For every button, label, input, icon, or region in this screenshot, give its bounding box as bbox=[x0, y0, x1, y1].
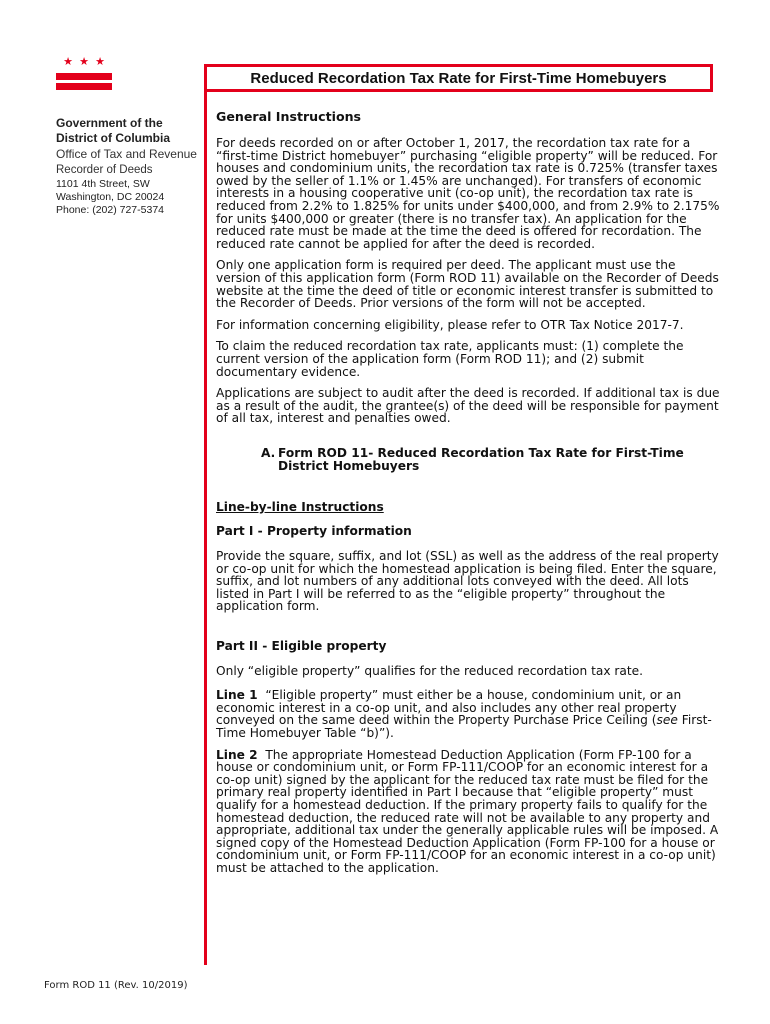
line-2-text: The appropriate Homestead Deduction Application (Form FP-100 for a house or condominium unit, or Form FP-111/COOP for an economic interest for a co-op unit) signed by the applicant for the reduced tax rate must be filed for the primary real property identified in Part I because that “eligible property” must qualify for a homestead deduction. If the primary property fails to qualify for the homestead deduction, the reduced rate will not be available to any property and appropriate, additional tax under the generally applicable rules will be imposed. A signed copy of the Homestead Deduction Application (Form FP-100 for a house or condominium unit, or Form FP-111/COOP for an economic interest in a co-op unit) must be attached to the application. bbox=[216, 747, 719, 875]
city-address: Washington, DC 20024 bbox=[56, 191, 165, 203]
recorder-name: Recorder of Deeds bbox=[56, 164, 153, 176]
part-1-text: Provide the square, suffix, and lot (SSL) as well as the address of the real property or co-op unit for which the homestead application is being filed. Enter the square, suffix, and lot numbers of any additional lots conveyed with the deed. All lots listed in Part I will be referred to as the “eligible property” throughout the application form. bbox=[216, 549, 719, 614]
form-footer: Form ROD 11 (Rev. 10/2019) bbox=[44, 980, 188, 991]
page-title: Reduced Recordation Tax Rate for First-Time Homebuyers bbox=[204, 64, 713, 92]
section-a-title: Form ROD 11- Reduced Recordation Tax Rate for First-Time District Homebuyers bbox=[278, 445, 684, 473]
paragraph-one-application: Only one application form is required per deed. The applicant must use the version of this application form (Form ROD 11) available on the Recorder of Deeds website at the time the deed of title or economic interest transfer is submitted to the Recorder of Deeds. Prior versions of the form will not be accepted. bbox=[216, 258, 719, 311]
gov-line-1: Government of the bbox=[56, 116, 163, 130]
line-1-instruction bbox=[216, 689, 722, 739]
line-1-text-b: First-Time Homebuyer Table “b)”). bbox=[216, 713, 712, 740]
line-1-see: see bbox=[656, 713, 678, 728]
office-name: Office of Tax and Revenue bbox=[56, 147, 197, 161]
paragraph-eligibility: For information concerning eligibility, please refer to OTR Tax Notice 2017-7. bbox=[216, 317, 684, 332]
paragraph-rates: For deeds recorded on or after October 1, 2017, the recordation tax rate for a “first-time District homebuyer” purchasing “eligible property” will be reduced. For houses and condominium units, the recordation tax rate is 0.725% (transfer taxes owed by the seller of 1.1% or 1.45% are unchanged). For transfers of economic interests in a housing cooperative unit (co-op unit), the recordation tax rate is reduced from 2.2% to 1.825% for units under $400,000, and from 2.9% to 2.175% for units $400,000 or greater (there is no transfer tax). An application for the reduced rate must be made at the time the deed is offered for recordation. The reduced rate cannot be applied for after the deed is recorded. bbox=[216, 136, 720, 251]
street-address: 1101 4th Street, SW bbox=[56, 178, 150, 190]
instructions-body bbox=[216, 110, 722, 884]
section-a-letter: A. bbox=[261, 445, 276, 460]
gov-line-2: District of Columbia bbox=[56, 131, 171, 145]
flag-bar-top bbox=[56, 73, 112, 80]
line-2-instruction bbox=[216, 749, 722, 875]
red-divider-line bbox=[204, 92, 207, 965]
line-1-text-a: “Eligible property” must either be a house, condominium unit, or an economic interest in a co-op unit, and also includes any other real property conveyed on the same deed within the Property Purchase Price Ceiling ( bbox=[216, 688, 682, 728]
line-by-line-heading: Line-by-line Instructions bbox=[216, 499, 384, 514]
line-2-label: Line 2 bbox=[216, 747, 258, 762]
part-2-intro: Only “eligible property” qualifies for the reduced recordation tax rate. bbox=[216, 663, 644, 678]
agency-sidebar bbox=[56, 116, 204, 217]
section-a-heading bbox=[261, 447, 722, 473]
paragraph-claim: To claim the reduced recordation tax rate, applicants must: (1) complete the current version of the application form (Form ROD 11); and (2) submit documentary evidence. bbox=[216, 339, 684, 379]
dc-flag-logo bbox=[56, 56, 112, 100]
phone-number: Phone: (202) 727-5374 bbox=[56, 204, 164, 216]
general-instructions-heading: General Instructions bbox=[216, 109, 362, 124]
line-1-label: Line 1 bbox=[216, 688, 258, 703]
part-2-heading: Part II - Eligible property bbox=[216, 639, 387, 654]
paragraph-audit: Applications are subject to audit after the deed is recorded. If additional tax is due as a result of the audit, the grantee(s) of the deed will be responsible for payment of all tax, interest and penalties owed. bbox=[216, 386, 720, 426]
flag-bar-bottom bbox=[56, 83, 112, 90]
flag-stars: ★ ★ ★ bbox=[63, 56, 105, 68]
part-1-heading: Part I - Property information bbox=[216, 524, 412, 539]
